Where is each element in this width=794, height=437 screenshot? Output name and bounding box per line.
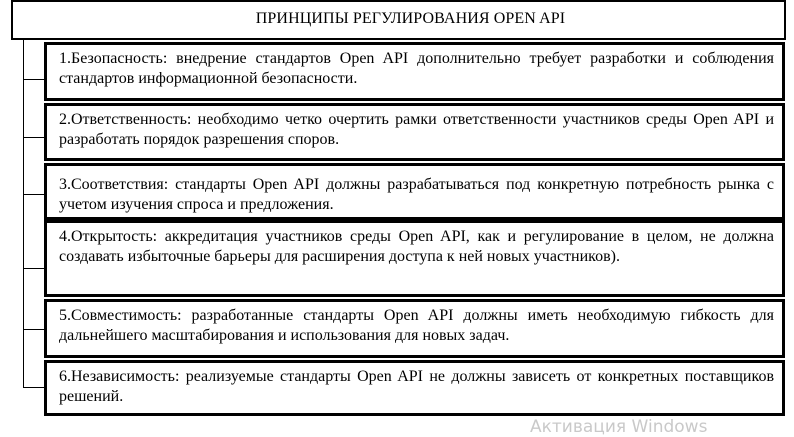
connector-line-5 [23, 329, 45, 330]
connector-line-2 [23, 137, 45, 138]
principle-compatibility [44, 299, 785, 358]
windows-activation-watermark: Активация Windows [530, 417, 708, 437]
connector-line-3 [23, 194, 45, 195]
diagram-title: ПРИНЦИПЫ РЕГУЛИРОВАНИЯ OPEN API [255, 10, 566, 27]
principle-security [44, 42, 785, 101]
principle-text: 4.Открытость: аккредитация участников среды Open API, как и регулирование в целом, не должна создавать избыточные барьеры для расширения доступа к ней новых участников). [59, 228, 774, 265]
principle-openness [44, 220, 785, 297]
principle-text: 1.Безопасность: внедрение стандартов Open API дополнительно требует разработки и соблюдения стандартов информационной безопасности. [59, 50, 774, 87]
diagram-title-box [11, 0, 786, 40]
principle-responsibility [44, 103, 785, 161]
principle-independence [44, 360, 785, 416]
principle-compliance [44, 163, 785, 220]
principle-text: 2.Ответственность: необходимо четко очертить рамки ответственности участников среды Open API и разработать порядок разрешения споров. [59, 111, 774, 148]
principle-text: 6.Независимость: реализуемые стандарты Open API не должны зависеть от конкретных поставщиков решений. [59, 368, 774, 405]
principle-text: 3.Соответствия: стандарты Open API должны разрабатываться под конкретную потребность рынка с учетом изучения спроса и предложения. [59, 176, 774, 213]
connector-line-1 [23, 79, 45, 80]
connector-line-6 [23, 387, 45, 388]
connector-vertical-line [23, 38, 24, 388]
principle-text: 5.Совместимость: разработанные стандарты Open API должны иметь необходимую гибкость для дальнейшего масштабирования и использования для новых задач. [59, 307, 774, 344]
connector-line-4 [23, 268, 45, 269]
